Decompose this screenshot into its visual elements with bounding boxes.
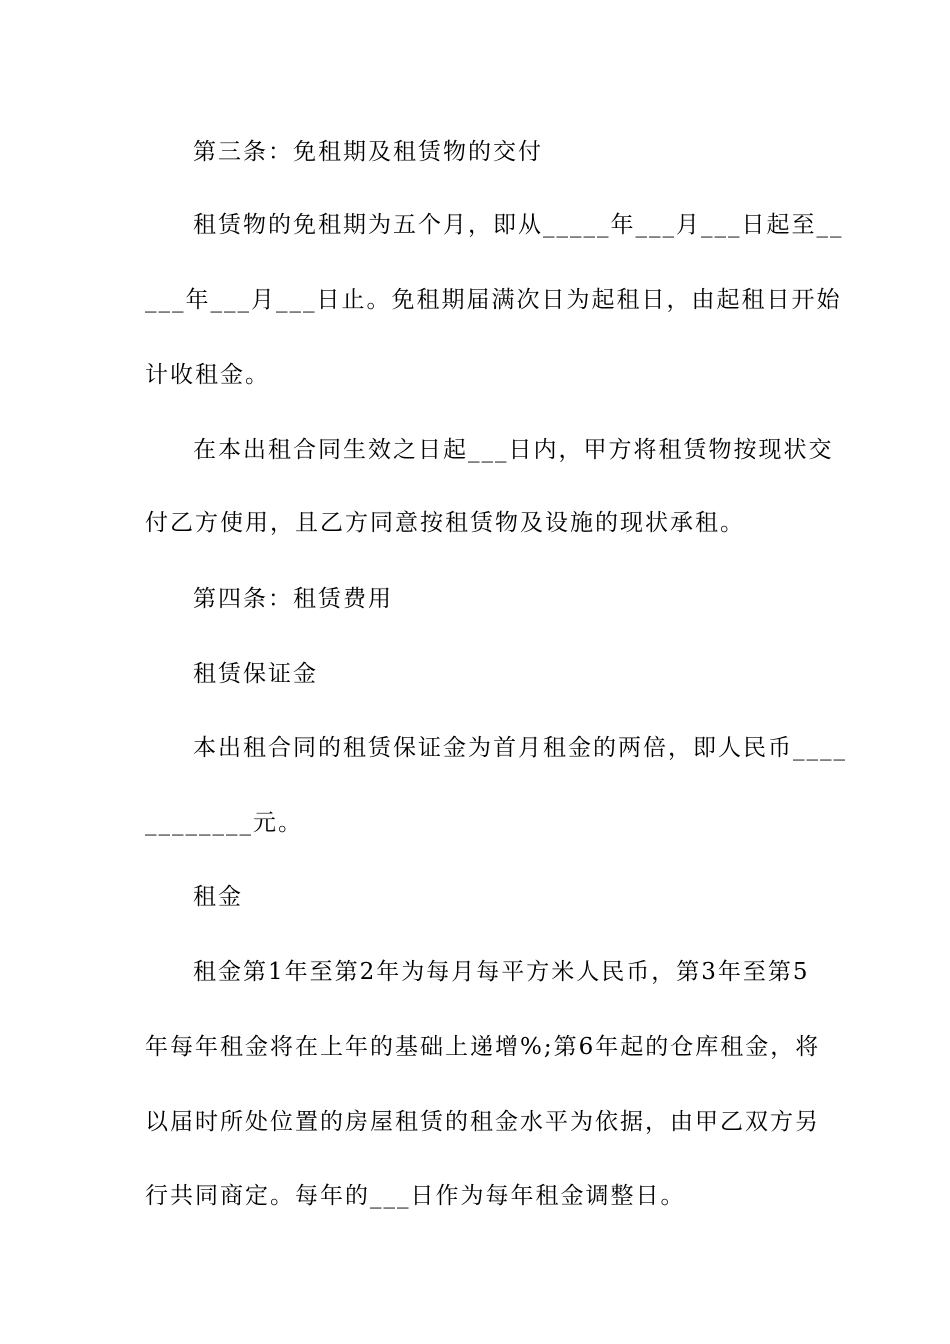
paragraph-line: 本出租合同的租赁保证金为首月租金的两倍，即人民币____ xyxy=(193,735,847,761)
paragraph-line: ___年___月___日止。免租期届满次日为起租日，由起租日开始 xyxy=(145,287,842,313)
paragraph-line: ________元。 xyxy=(145,810,303,836)
article-3-heading: 第三条：免租期及租赁物的交付 xyxy=(193,139,543,165)
paragraph-line: 付乙方使用，且乙方同意按租赁物及设施的现状承租。 xyxy=(145,510,745,536)
article-4-heading: 第四条：租赁费用 xyxy=(193,586,393,612)
paragraph-line: 计收租金。 xyxy=(145,362,270,388)
section-heading-rent: 租金 xyxy=(193,884,243,910)
paragraph-line: 年每年租金将在上年的基础上递增%;第6年起的仓库租金，将 xyxy=(145,1034,821,1060)
paragraph-line: 租赁物的免租期为五个月，即从_____年___月___日起至__ xyxy=(193,212,844,238)
section-heading-deposit: 租赁保证金 xyxy=(193,661,318,687)
paragraph-line: 在本出租合同生效之日起___日内，甲方将租赁物按现状交 xyxy=(193,437,834,463)
paragraph-line: 以届时所处位置的房屋租赁的租金水平为依据，由甲乙双方另 xyxy=(145,1109,820,1135)
paragraph-line: 租金第1年至第2年为每月每平方米人民币，第3年至第5 xyxy=(193,959,810,985)
paragraph-line: 行共同商定。每年的___日作为每年租金调整日。 xyxy=(145,1183,686,1209)
